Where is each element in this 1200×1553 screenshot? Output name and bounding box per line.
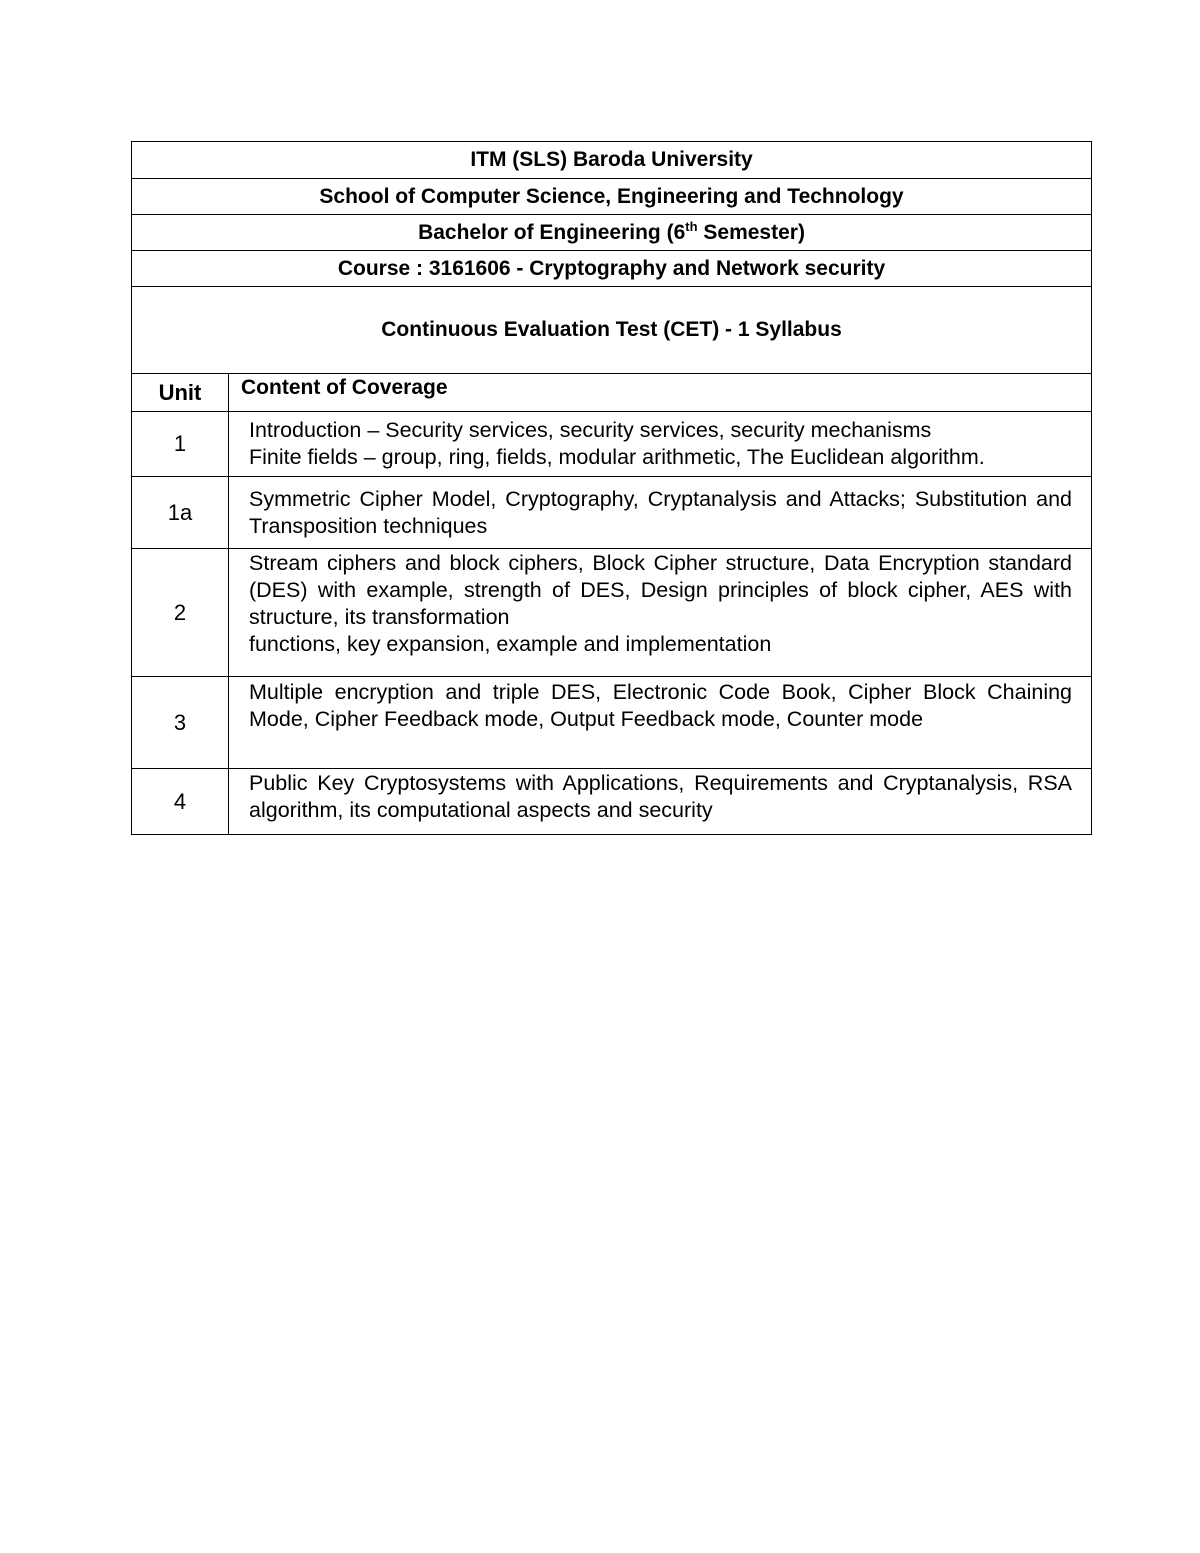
school-name: School of Computer Science, Engineering and Technology [132, 179, 1092, 215]
unit-number: 4 [132, 769, 229, 835]
syllabus-table [131, 141, 1092, 835]
header-row-course [132, 251, 1092, 287]
program-suffix: Semester) [697, 220, 805, 244]
university-name: ITM (SLS) Baroda University [132, 142, 1092, 179]
unit-number: 2 [132, 549, 229, 677]
table-row [132, 769, 1092, 835]
coverage-line: Stream ciphers and block ciphers, Block Cipher structure, Data Encryption standard (DES) with example, strength of DES, Design principles of block cipher, AES with structure, its transformation [249, 551, 1073, 629]
coverage-line: Symmetric Cipher Model, Cryptography, Cryptanalysis and Attacks; Substitution and Transposition techniques [249, 486, 1073, 538]
unit-number: 3 [132, 677, 229, 769]
program-name [132, 215, 1092, 251]
content-column-header: Content of Coverage [229, 374, 1092, 412]
coverage-line: Multiple encryption and triple DES, Electronic Code Book, Cipher Block Chaining Mode, Cipher Feedback mode, Output Feedback mode, Counter mode [249, 680, 1073, 731]
coverage-line: Finite fields – group, ring, fields, modular arithmetic, The Euclidean algorithm. [249, 445, 985, 469]
coverage-line: functions, key expansion, example and implementation [249, 632, 772, 656]
header-row-program [132, 215, 1092, 251]
program-prefix: Bachelor of Engineering (6 [418, 220, 686, 244]
coverage-content [229, 412, 1092, 477]
program-superscript: th [685, 218, 698, 234]
coverage-content [229, 477, 1092, 549]
table-row [132, 477, 1092, 549]
table-row [132, 549, 1092, 677]
course-title: Course : 3161606 - Cryptography and Network security [132, 251, 1092, 287]
coverage-content [229, 549, 1092, 677]
coverage-content [229, 677, 1092, 769]
unit-number: 1 [132, 412, 229, 477]
header-row-university [132, 142, 1092, 179]
header-row-test [132, 287, 1092, 374]
unit-number: 1a [132, 477, 229, 549]
coverage-content [229, 769, 1092, 835]
table-row [132, 412, 1092, 477]
coverage-line: Public Key Cryptosystems with Applications, Requirements and Cryptanalysis, RSA algorithm, its computational aspects and security [249, 771, 1073, 822]
table-row [132, 677, 1092, 769]
test-title: Continuous Evaluation Test (CET) - 1 Syllabus [132, 287, 1092, 374]
coverage-line: Introduction – Security services, security services, security mechanisms [249, 418, 932, 442]
unit-column-header: Unit [132, 374, 229, 412]
column-header-row [132, 374, 1092, 412]
header-row-school [132, 179, 1092, 215]
